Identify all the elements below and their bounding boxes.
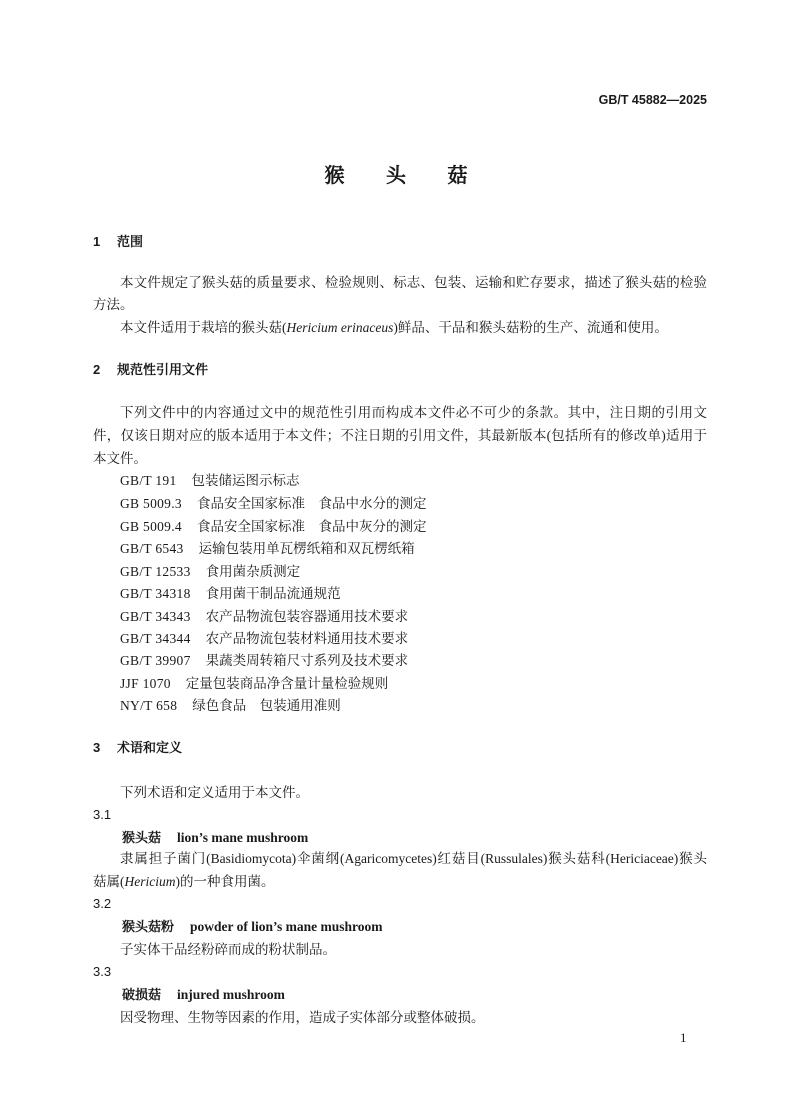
term-english: injured mushroom [177,987,285,1002]
references-intro-line-2: 件，仅该日期对应的版本适用于本文件；不注日期的引用文件，其最新版本(包括所有的修改单)适用于 [93,428,707,443]
reference-item [120,538,415,560]
term-number: 3.1 [93,807,112,822]
term-english: lion’s mane mushroom [177,830,309,845]
scope-paragraph-1-line-2: 方法。 [93,297,134,312]
reference-item [120,650,408,672]
term-definition-line-2 [93,871,275,893]
reference-item [120,606,408,628]
section-number: 3 [93,740,101,755]
reference-code: GB 5009.3 [120,496,182,511]
section-3-heading [93,737,182,759]
reference-title: 食品安全国家标准 食品中灰分的测定 [196,519,427,534]
references-intro-line-1: 下列文件中的内容通过文中的规范性引用而构成本文件必不可少的条款。其中，注日期的引用文 [120,405,707,420]
section-2-heading [93,359,208,381]
term-chinese: 破损菇 [122,987,162,1002]
reference-code: GB/T 34344 [120,631,191,646]
reference-code: GB/T 34318 [120,586,191,601]
reference-title: 运输包装用单瓦楞纸箱和双瓦楞纸箱 [198,541,415,556]
text-segment: )鲜品、干品和猴头菇粉的生产、流通和使用。 [393,320,668,335]
term-entry [122,916,383,938]
section-title: 范围 [117,234,144,249]
reference-item [120,628,408,650]
reference-title: 果蔬类周转箱尺寸系列及技术要求 [205,653,409,668]
scope-paragraph-2 [120,317,668,339]
reference-item [120,583,341,605]
section-1-heading [93,231,143,253]
reference-code: NY/T 658 [120,698,178,713]
terms-intro: 下列术语和定义适用于本文件。 [120,785,309,800]
term-number: 3.3 [93,964,112,979]
section-title: 规范性引用文件 [117,362,209,377]
reference-item [120,516,426,538]
text-segment: 菇属( [93,874,125,889]
term-definition: 因受物理、生物等因素的作用，造成子实体部分或整体破损。 [120,1010,485,1025]
scope-paragraph-1-line-1: 本文件规定了猴头菇的质量要求、检验规则、标志、包装、运输和贮存要求，描述了猴头菇的检验 [120,275,707,290]
section-number: 1 [93,234,101,249]
section-number: 2 [93,362,101,377]
reference-code: GB/T 12533 [120,564,191,579]
reference-title: 绿色食品 包装通用准则 [192,698,341,713]
reference-item [120,561,300,583]
reference-code: GB/T 191 [120,473,177,488]
term-entry [122,827,308,849]
reference-title: 农产品物流包装容器通用技术要求 [205,609,409,624]
latin-name: Hericium erinaceus [286,320,394,335]
standard-number: GB/T 45882—2025 [598,93,707,107]
document-title: 猴 头 菇 [324,165,486,187]
references-intro-line-3: 本文件。 [93,451,147,466]
reference-title: 食品安全国家标准 食品中水分的测定 [196,496,427,511]
reference-title: 定量包装商品净含量计量检验规则 [185,676,389,691]
latin-name: Hericium [124,874,176,889]
term-definition: 子实体干品经粉碎而成的粉状制品。 [120,942,336,957]
term-chinese: 猴头菇粉 [122,919,175,934]
term-entry [122,984,285,1006]
section-title: 术语和定义 [117,740,183,755]
reference-item [120,493,426,515]
term-english: powder of lion’s mane mushroom [190,919,383,934]
reference-item [120,695,341,717]
page-number: 1 [680,1030,687,1045]
reference-item [120,470,300,492]
reference-code: GB/T 39907 [120,653,191,668]
text-segment: 本文件适用于栽培的猴头菇( [120,320,287,335]
term-definition-line-1: 隶属担子菌门(Basidiomycota)伞菌纲(Agaricomycetes)红菇目(Russulales)猴头菇科(Hericiaceae)猴头 [120,851,707,866]
reference-code: GB/T 6543 [120,541,184,556]
reference-title: 食用菌杂质测定 [205,564,301,579]
reference-code: GB/T 34343 [120,609,191,624]
term-number: 3.2 [93,896,112,911]
reference-code: JJF 1070 [120,676,171,691]
reference-code: GB 5009.4 [120,519,182,534]
reference-title: 包装储运图示标志 [191,473,300,488]
reference-item [120,673,388,695]
text-segment: )的一种食用菌。 [175,874,275,889]
reference-title: 食用菌干制品流通规范 [205,586,341,601]
term-chinese: 猴头菇 [122,830,162,845]
reference-title: 农产品物流包装材料通用技术要求 [205,631,409,646]
